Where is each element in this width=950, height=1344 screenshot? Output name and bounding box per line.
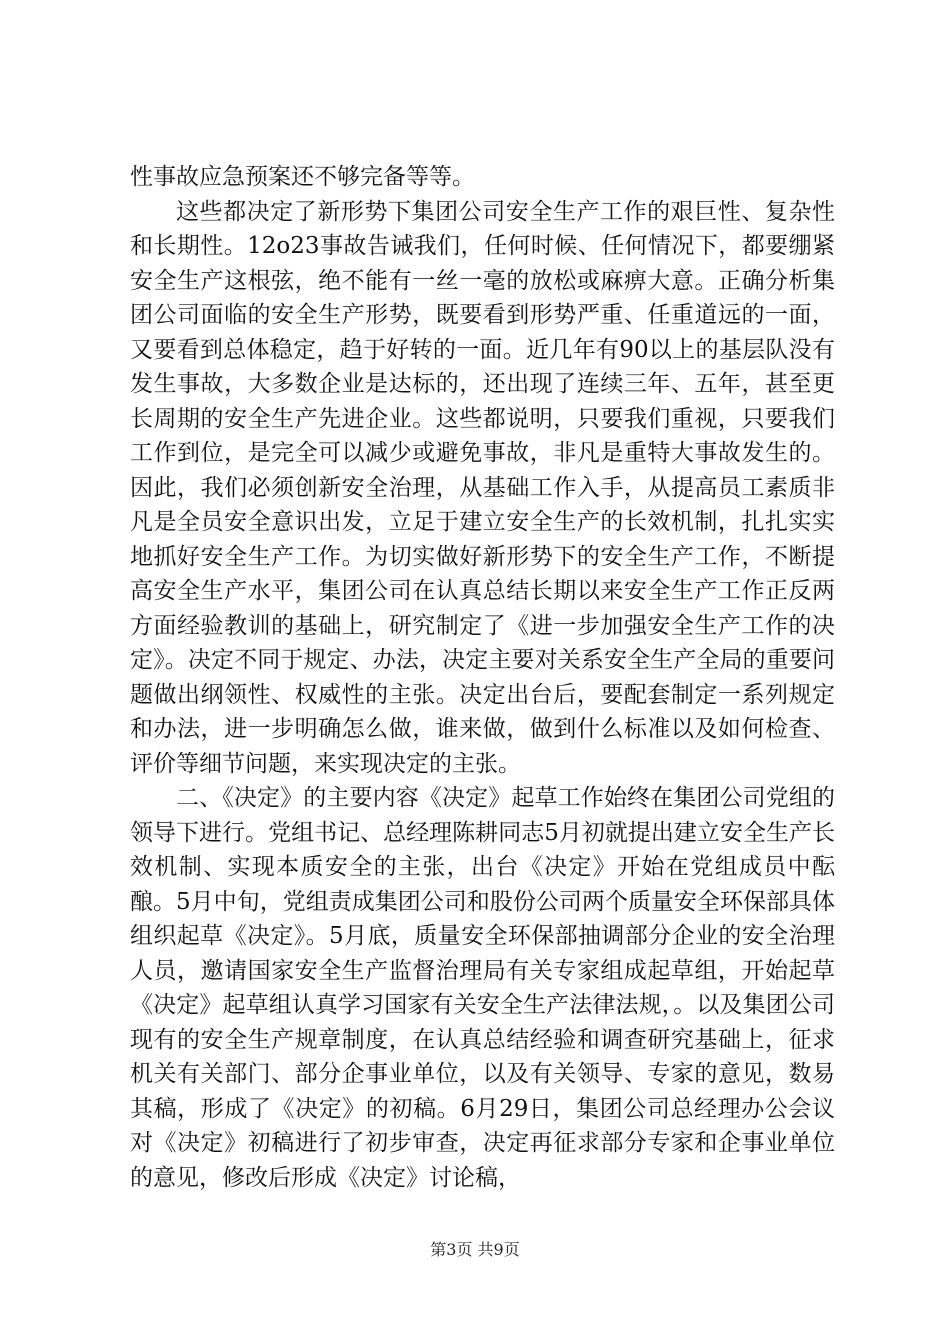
paragraph-3: 二、《决定》的主要内容《决定》起草工作始终在集团公司党组的领导下进行。党组书记、总经理陈耕同志5月初就提出建立安全生产长效机制、实现本质安全的主张，出台《决定》开始在党组成员中酝酿。5月中旬，党组责成集团公司和股份公司两个质量安全环保部具体组织起草《决定》。5月底，质量安全环保部抽调部分企业的安全治理人员，邀请国家安全生产监督治理局有关专家组成起草组，开始起草《决定》起草组认真学习国家有关安全生产法律法规，。以及集团公司现有的安全生产规章制度，在认真总结经验和调查研究基础上，征求机关有关部门、部分企事业单位，以及有关领导、专家的意见，数易其稿，形成了《决定》的初稿。6月29日，集团公司总经理办公会议对《决定》初稿进行了初步审查，决定再征求部分专家和企事业单位的意见，修改后形成《决定》讨论稿，	[130, 785, 835, 1191]
document-body	[130, 160, 835, 1195]
paragraph-1: 性事故应急预案还不够完备等等。	[130, 164, 475, 190]
paragraph-2: 这些都决定了新形势下集团公司安全生产工作的艰巨性、复杂性和长期性。12o23事故告诫我们，任何时候、任何情况下，都要绷紧安全生产这根弦，绝不能有一丝一毫的放松或麻痹大意。正确分析集团公司面临的安全生产形势，既要看到形势严重、任重道远的一面，又要看到总体稳定，趋于好转的一面。近几年有90以上的基层队没有发生事故，大多数企业是达标的，还出现了连续三年、五年，甚至更长周期的安全生产先进企业。这些都说明，只要我们重视，只要我们工作到位，是完全可以减少或避免事故，非凡是重特大事故发生的。因此，我们必须创新安全治理，从基础工作入手，从提高员工素质非凡是全员安全意识出发，立足于建立安全生产的长效机制，扎扎实实地抓好安全生产工作。为切实做好新形势下的安全生产工作，不断提高安全生产水平，集团公司在认真总结长期以来安全生产工作正反两方面经验教训的基础上，研究制定了《进一步加强安全生产工作的决定》。决定不同于规定、办法，决定主要对关系安全生产全局的重要问题做出纲领性、权威性的主张。决定出台后，要配套制定一系列规定和办法，进一步明确怎么做，谁来做，做到什么标准以及如何检查、评价等细节问题，来实现决定的主张。	[130, 198, 835, 777]
page-number-footer: 第3页 共9页	[430, 1240, 520, 1259]
